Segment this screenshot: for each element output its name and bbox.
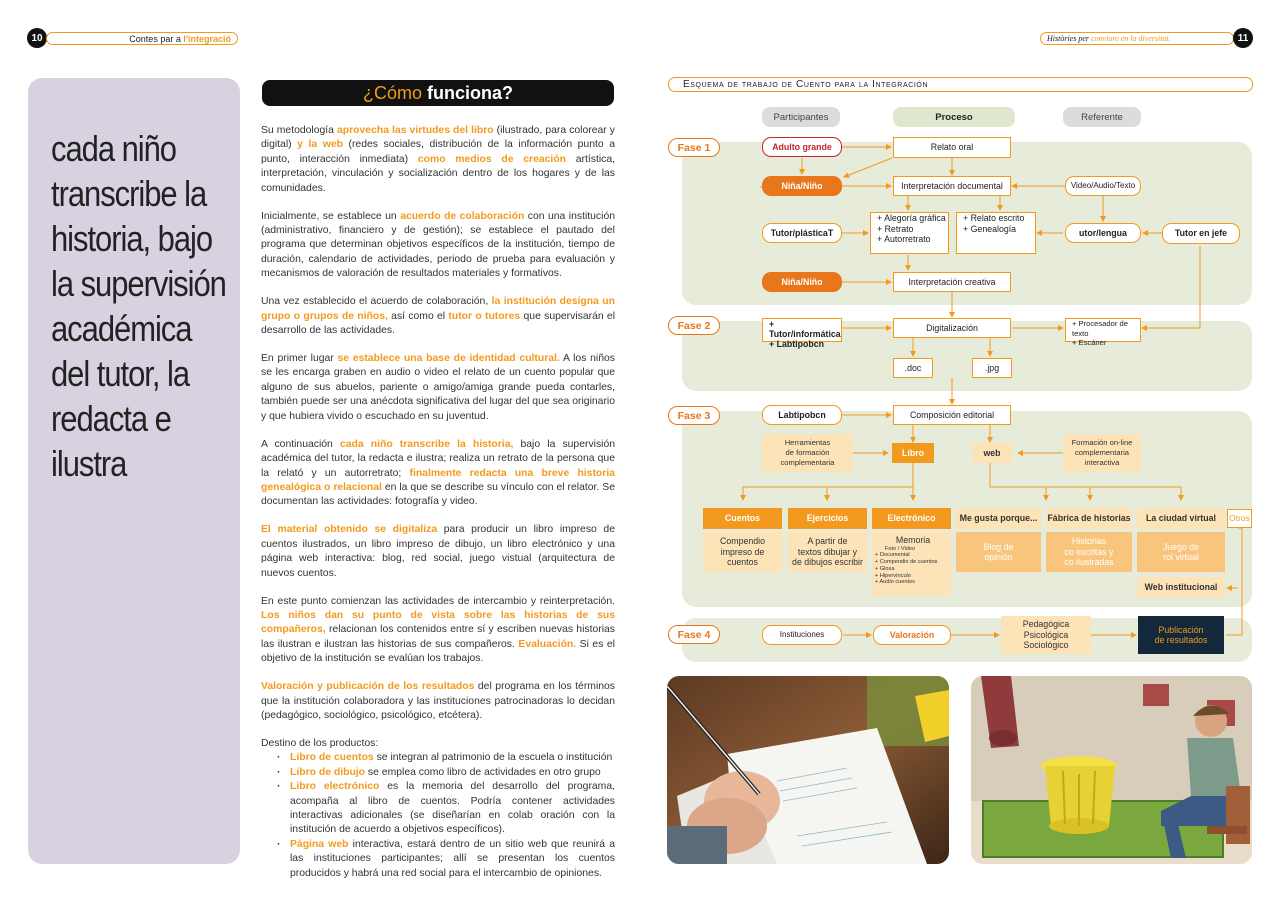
text-run: (ilustrado, para colorear y digital) <box>261 125 615 151</box>
phase-1-label: Fase 1 <box>668 138 720 157</box>
node-line: co ilustradas <box>1064 557 1114 568</box>
column-proceso: Proceso <box>893 107 1015 127</box>
photo-child-drawing <box>971 676 1252 864</box>
highlight: como medios de creación <box>417 153 566 165</box>
highlight: acuerdo de colaboración <box>400 210 525 222</box>
node-line: rol virtual <box>1163 552 1199 562</box>
node-a-partir <box>788 532 867 572</box>
node-line: de formación <box>785 448 830 458</box>
phase-2-label: Fase 2 <box>668 316 720 335</box>
text-run: para producir un libro impreso de cuentos ilustrados, un libro impreso de dibujo, un libro electrónico y una página web interactiva: blog, red social, juego vistual (arquitectura de nuevos cuentos. <box>261 524 615 579</box>
node-fabrica: Fábrica de historias <box>1046 508 1132 529</box>
text-run: en la que se describe su vínculo con el relator. Se documentan las actividades: fotografía y video. <box>261 481 615 508</box>
node-line: Compendio <box>720 536 765 547</box>
product-desc: interactiva, estará dentro de un sitio web que reunirá a las instituciones participantes; allí se presentan los cuentos producidos y habrá una red social para el intercambio de opiniones. <box>290 838 615 879</box>
text-run: que supervisarán el desarrollo de las actividades. <box>261 310 616 337</box>
node-memoria <box>872 532 951 596</box>
node-publicacion <box>1138 616 1224 654</box>
node-line: + Retrato <box>877 223 914 234</box>
node-web: web <box>972 443 1012 463</box>
photo-child-writing-image <box>667 676 949 864</box>
node-line: + Procesador de texto <box>1072 319 1128 338</box>
text-run: A continuación <box>261 438 340 450</box>
node-interpretacion-documental: Interpretación documental <box>893 176 1011 196</box>
node-line: textos dibujar y <box>797 546 858 557</box>
text-run: relacionan los contenidos entre sí y escriben nuevas historias las ilustran e ilustran las historias de sus compañeros. <box>261 624 615 650</box>
running-header-right-highlight: conviure en la diversitat. <box>1091 34 1171 43</box>
highlight: cada niño transcribe la historia, <box>339 438 514 450</box>
node-web-institucional: Web institucional <box>1137 577 1225 598</box>
product-name: Página web <box>290 838 349 850</box>
node-cuentos: Cuentos <box>703 508 782 529</box>
node-line: Sociológico <box>1023 640 1069 651</box>
pull-quote: cada niño transcribe la historia, bajo la supervisión académica del tutor, la redacta e ilustra <box>51 128 226 484</box>
node-line: Herramientas <box>784 438 831 448</box>
node-line: + Alegoría gráfica <box>877 213 946 223</box>
node-line: cuentos <box>727 557 758 568</box>
node-line: + Tutor/informática <box>769 319 841 339</box>
node-line: + Hipervínculo <box>875 572 911 579</box>
node-line: de resultados <box>1154 635 1208 645</box>
node-relato-escrito <box>956 212 1036 254</box>
node-herramientas <box>762 434 853 472</box>
node-juego <box>1137 532 1225 572</box>
node-line: + Genealogía <box>963 223 1017 234</box>
node-me-gusta: Me gusta porque... <box>956 508 1041 529</box>
highlight: finalmente redacta una breve historia genealógica o relacional <box>261 467 615 493</box>
node-valoracion: Valoración <box>873 625 951 645</box>
text-run: bajo la supervisión académica del tutor, la redacta e ilustra; realiza un retrato de la persona que la relató y un autorretrato; <box>261 438 616 479</box>
node-formacion-online <box>1063 434 1141 472</box>
node-line: impreso de <box>720 546 765 557</box>
page-number-right: 11 <box>1233 28 1253 48</box>
highlight: Valoración y publicación de los resultados <box>261 681 475 693</box>
node-line: opinión <box>984 552 1013 562</box>
text-run: A los niños se les encarga graben en audio o video el relato de un cuento popular que alguno de sus abuelos, pariente o amigo/amiga grande pueda contarles, también puede ser una anécdota significativa del lugar del que sea originario y que hubiera vivido o escuchado en su juventud. <box>261 353 615 422</box>
running-header-left-prefix: Contes par a <box>129 33 181 44</box>
column-referente: Referente <box>1063 107 1141 127</box>
node-tutor-informatica <box>762 318 842 349</box>
node-line: + Labtipobcn <box>769 339 824 349</box>
highlight: aprovecha las virtudes del libro <box>337 125 494 136</box>
node-line: + Compendio de cuentos <box>875 559 938 566</box>
product-desc: es la memoria del desarrollo del programa, acompaña al libro de cuentos. Podría contener actividades interactivas adicionales (se diseñarían en colab oración con la institución de acuerdo a objetivos específicos). <box>290 781 616 836</box>
product-name: Libro de dibujo <box>290 766 366 778</box>
highlight: tutor o tutores <box>448 310 521 322</box>
text-run: Inicialmente, se establece un <box>261 210 401 222</box>
text-run: (redes sociales, distribución de la información punto a punto, interacción inmediata) <box>261 139 615 165</box>
node-digitalizacion: Digitalización <box>893 318 1011 338</box>
node-blog <box>956 532 1041 572</box>
products-intro: Destino de los productos: <box>261 737 379 749</box>
product-desc: se emplea como libro de actividades en otro grupo <box>365 766 601 778</box>
node-video-audio-texto: Video/Audio/Texto <box>1065 176 1141 196</box>
highlight: la institución designa un grupo o grupos de niños, <box>261 296 616 322</box>
product-name: Libro electrónico <box>290 781 380 793</box>
phase-4-label: Fase 4 <box>668 625 720 644</box>
node-line: Pedagógica <box>1022 619 1070 630</box>
node-jpg: .jpg <box>972 358 1012 378</box>
photo-child-drawing-image <box>971 676 1252 864</box>
text-run: Una vez establecido el acuerdo de colaboración, <box>261 296 492 308</box>
node-line: co escritas y <box>1064 546 1114 557</box>
node-ciudad-virtual: La ciudad virtual <box>1137 508 1225 529</box>
node-interpretacion-creativa: Interpretación creativa <box>893 272 1011 292</box>
text-run: con una institución (administrativo, financiero y de gestión); se establece el pautado del programa que determinan objetivos específicos de la institución, tiempo de duración, calendario de actividades, periodo de prueba para evaluación y mecanismos de valoración de resultados materiales y formativos. <box>261 210 615 280</box>
node-line: Publicación <box>1158 624 1204 635</box>
highlight: El material obtenido se digitaliza <box>261 524 438 536</box>
node-line: Blog de <box>983 541 1014 552</box>
node-line: Formación on-line <box>1071 438 1133 448</box>
node-line: + Autorretrato <box>877 234 931 244</box>
node-nina-nino-1: Niña/Niño <box>762 176 842 196</box>
node-libro: Libro <box>892 443 934 463</box>
node-instituciones: Instituciones <box>762 625 842 645</box>
phase-3-label: Fase 3 <box>668 406 720 425</box>
product-desc: se integran al patrimonio de la escuela o institución <box>373 752 613 764</box>
node-otros: Otros <box>1227 509 1252 528</box>
node-line: interactiva <box>1084 457 1120 467</box>
product-name: Libro de cuentos <box>290 752 374 764</box>
text-run: del programa en los términos que la institución colaboradora y las instituciones patrocinadoras lo decidan (pedagógico, sociológico, psicológico, etcétera). <box>261 681 616 721</box>
section-title-bold: funciona? <box>427 82 513 103</box>
node-procesador <box>1065 318 1141 347</box>
text-run: artística, interpretación, vinculación y socialización dentro de los hogares y de las comunidades. <box>261 153 615 194</box>
scheme-title: Esquema de trabajo de Cuento para la Integración <box>668 77 1253 92</box>
node-line: Historias <box>1071 536 1107 547</box>
text-run: Su metodología <box>261 125 338 136</box>
node-labtipobcn: Labtipobcn <box>762 405 842 425</box>
highlight: y la web <box>297 139 343 151</box>
node-line: + Relato escrito <box>963 213 1025 223</box>
node-line: Foto / Video <box>885 545 916 552</box>
running-header-right-prefix: Històries per <box>1047 34 1089 43</box>
page-number-left: 10 <box>27 28 47 48</box>
node-line: + Glosa <box>875 565 895 572</box>
node-historias <box>1046 532 1132 572</box>
node-memoria-title: Memoria <box>895 535 931 545</box>
node-alegoria <box>870 212 949 254</box>
running-header-left-highlight: l'integració <box>183 33 231 44</box>
node-line: complementaria <box>780 457 835 467</box>
node-nina-nino-2: Niña/Niño <box>762 272 842 292</box>
section-title-plain: ¿Cómo <box>362 82 422 103</box>
node-tutor-lengua: utor/lengua <box>1065 223 1141 243</box>
node-pedagogica <box>1001 616 1091 654</box>
node-electronico: Electrónico <box>872 508 951 529</box>
node-line: Psicológica <box>1023 629 1069 640</box>
node-ejercicios: Ejercicios <box>788 508 867 529</box>
photo-child-writing <box>667 676 949 864</box>
node-compendio <box>703 532 782 572</box>
node-line: A partir de <box>807 536 848 547</box>
node-doc: .doc <box>893 358 933 378</box>
highlight: se establece una base de identidad cultural. <box>337 353 560 365</box>
text-run: así como el <box>387 310 449 322</box>
node-line: + Escáner <box>1072 338 1107 347</box>
text-run: En este punto comienzan las actividades de intercambio y reinterpretación. <box>261 595 615 607</box>
node-tutor-en-jefe: Tutor en jefe <box>1162 223 1240 244</box>
highlight: Evaluación. <box>518 638 577 650</box>
node-adulto-grande: Adulto grande <box>762 137 842 157</box>
node-composicion-editorial: Composición editorial <box>893 405 1011 425</box>
node-relato-oral: Relato oral <box>893 137 1011 158</box>
text-run: En primer lugar <box>261 353 338 365</box>
node-line: de dibujos escribir <box>792 557 863 568</box>
text-run: Si es el objetivo de la institución se evalúan los trabajos. <box>261 638 615 665</box>
node-line: complementaria <box>1074 448 1130 458</box>
highlight: Los niños dan su punto de vista sobre las historias de sus compañeros, <box>261 609 615 636</box>
column-participantes: Participantes <box>762 107 840 127</box>
node-line: + Audio cuentos <box>875 579 915 586</box>
node-line: + Documental <box>875 552 910 559</box>
node-tutor-plastica: Tutor/plásticaT <box>762 223 842 243</box>
node-line: Juego de <box>1162 541 1200 552</box>
